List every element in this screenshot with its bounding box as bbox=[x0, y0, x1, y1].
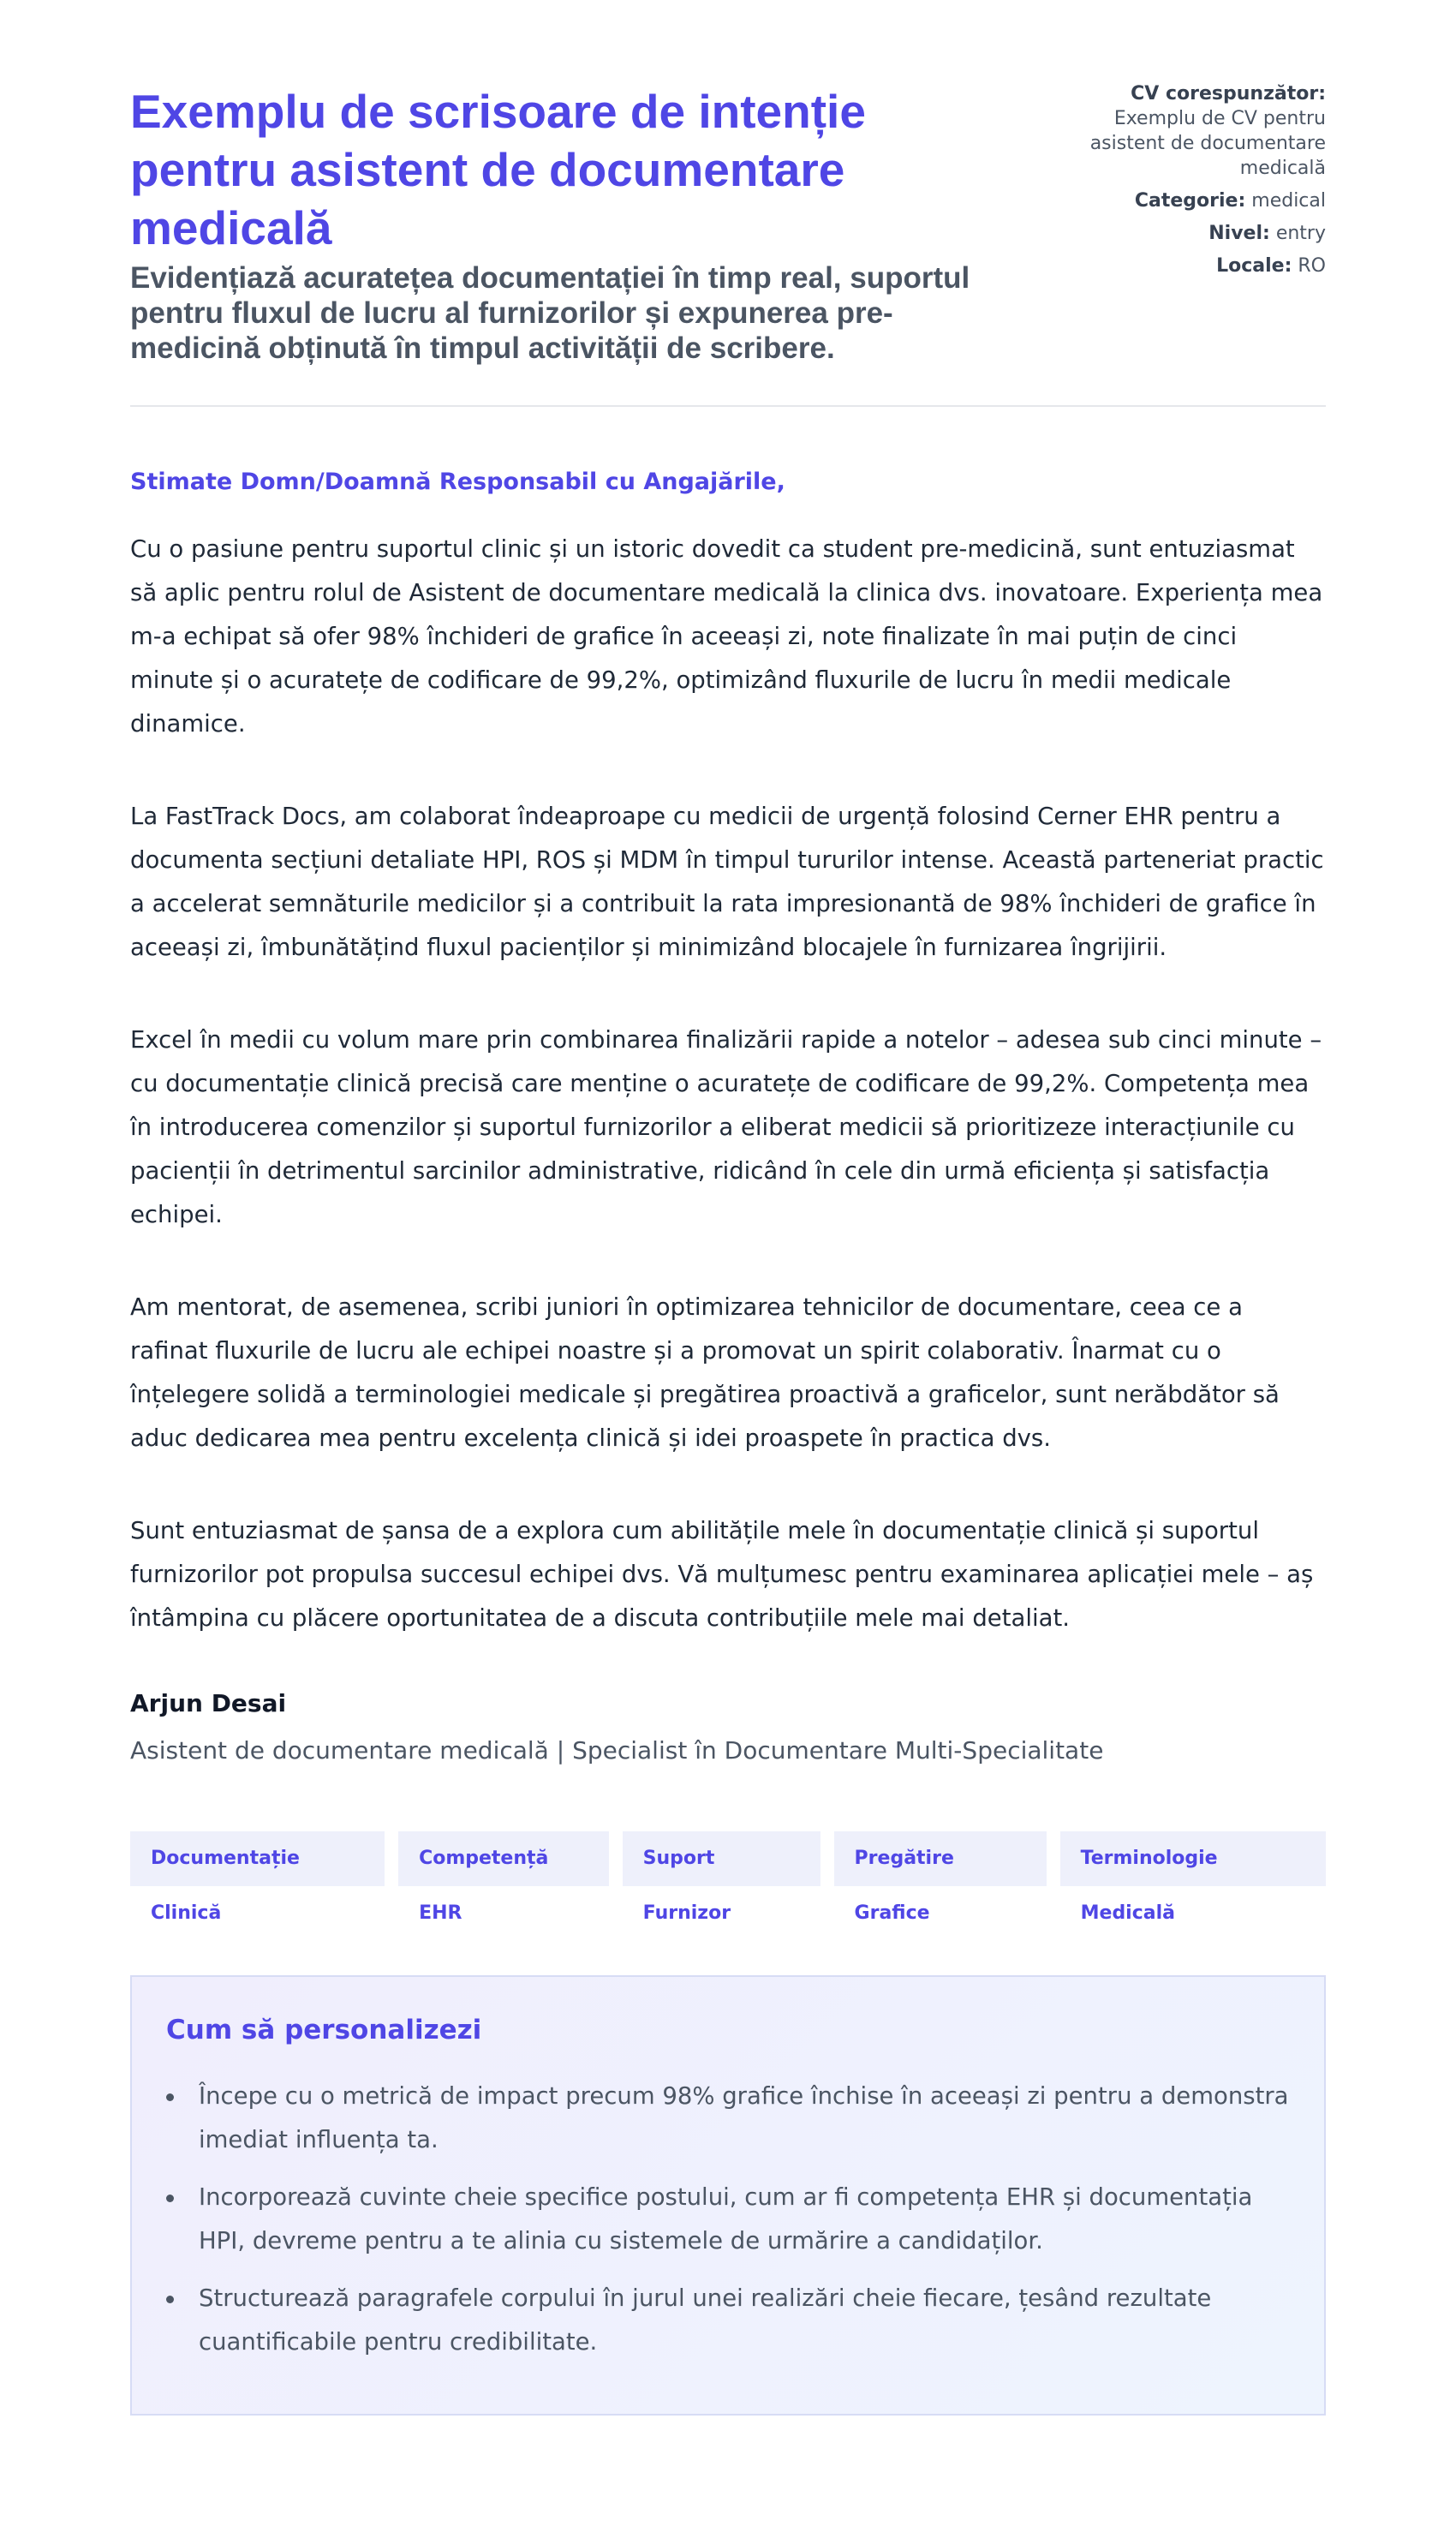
meta-locale-label: Locale: bbox=[1216, 255, 1292, 277]
tips-title: Cum să personalizezi bbox=[166, 2015, 482, 2045]
letter-paragraph: Excel în medii cu volum mare prin combinarea finalizării rapide a notelor – adesea sub cinci minute – cu documentație clinică precisă care menține o acuratețe de codificare de 99,2%. Competența mea în introducerea comenzilor și suportul furnizorilor a eliberat medicii să prioritizeze interacțiunile cu pacienții în detrimentul sarcinilor administrative, ridicând în cele din urmă eficiența și satisfacția echipei. bbox=[130, 1026, 1322, 1228]
letter-body bbox=[130, 528, 1326, 1640]
tips-list bbox=[166, 2075, 1290, 2364]
page-header bbox=[130, 82, 1326, 366]
letter-paragraph: La FastTrack Docs, am colaborat îndeaproape cu medicii de urgență folosind Cerner EHR pentru a documenta secțiuni detaliate HPI, ROS și MDM în timpul tururilor intense. Această parteneriat practic a accelerat semnăturile medicilor și a contribuit la rata impresionantă de 98% închideri de grafice în aceeași zi, îmbunătățind fluxul pacienților și minimizând blocajele în furnizarea îngrijirii. bbox=[130, 803, 1324, 961]
signature-name: Arjun Desai bbox=[130, 1689, 287, 1717]
customization-tips-box bbox=[130, 1975, 1326, 2416]
skill-tag: Competență EHR bbox=[398, 1831, 609, 1886]
skill-tag: Terminologie Medicală bbox=[1060, 1831, 1326, 1886]
meta-category bbox=[1069, 189, 1326, 213]
meta-cv bbox=[1069, 82, 1326, 181]
meta-cv-link[interactable]: Exemplu de CV pentru asistent de documentare medicală bbox=[1089, 108, 1326, 179]
page-title: Exemplu de scrisoare de intenție pentru asistent de documentare medicală bbox=[130, 85, 866, 254]
signature-block bbox=[130, 1689, 1326, 1765]
skill-tag: Documentație Clinică bbox=[130, 1831, 385, 1886]
meta-locale bbox=[1069, 254, 1326, 278]
meta-cv-label: CV corespunzător: bbox=[1131, 83, 1326, 105]
skill-tag: Suport Furnizor bbox=[623, 1831, 820, 1886]
tips-list-item: Începe cu o metrică de impact precum 98% grafice închise în aceeași zi pentru a demonstra imediat influența ta. bbox=[166, 2075, 1290, 2162]
meta-level-value: entry bbox=[1275, 223, 1326, 244]
tips-list-item: Incorporează cuvinte cheie specifice postului, cum ar fi competența EHR și documentația HPI, devreme pentru a te alinia cu sistemele de urmărire a candidaților. bbox=[166, 2176, 1290, 2263]
meta-locale-value: RO bbox=[1298, 255, 1326, 277]
letter-salutation: Stimate Domn/Doamnă Responsabil cu Angajările, bbox=[130, 469, 785, 495]
meta-category-label: Categorie: bbox=[1134, 190, 1246, 212]
title-block bbox=[130, 82, 1021, 366]
metadata-panel bbox=[1069, 82, 1326, 287]
letter-paragraph: Cu o pasiune pentru suportul clinic și un istoric dovedit ca student pre-medicină, sunt entuziasmat să aplic pentru rolul de Asistent de documentare medicală la clinica dvs. inovatoare. Experiența mea m-a echipat să ofer 98% închideri de grafice în aceeași zi, note finalizate în mai puțin de cinci minute și o acuratețe de codificare de 99,2%, optimizând fluxurile de lucru în medii medicale dinamice. bbox=[130, 535, 1323, 738]
skill-tags bbox=[130, 1831, 1326, 1924]
meta-level-label: Nivel: bbox=[1208, 223, 1270, 244]
signature-role: Asistent de documentare medicală | Specialist în Documentare Multi-Specialitate bbox=[130, 1736, 1104, 1765]
skill-tag: Pregătire Grafice bbox=[834, 1831, 1047, 1886]
meta-category-value: medical bbox=[1251, 190, 1326, 212]
letter-paragraph: Sunt entuziasmat de șansa de a explora cum abilitățile mele în documentație clinică și suportul furnizorilor pot propulsa succesul echipei dvs. Vă mulțumesc pentru examinarea aplicației mele – aș întâmpina cu plăcere oportunitatea de a discuta contribuțiile mele mai detaliat. bbox=[130, 1517, 1314, 1632]
page-subtitle: Evidențiază acuratețea documentației în timp real, suportul pentru fluxul de lucru al furnizorilor și expunerea pre-medicină obținută în timpul activității de scribere. bbox=[130, 261, 970, 365]
letter-paragraph: Am mentorat, de asemenea, scribi juniori în optimizarea tehnicilor de documentare, ceea ce a rafinat fluxurile de lucru ale echipei noastre și a promovat un spirit colaborativ. Înarmat cu o înțelegere solidă a terminologiei medicale și pregătirea proactivă a graficelor, sunt nerăbdător să aduc dedicarea mea pentru excelența clinică și idei proaspete în practica dvs. bbox=[130, 1293, 1280, 1452]
tips-list-item: Structurează paragrafele corpului în jurul unei realizări cheie fiecare, țesând rezultate cuantificabile pentru credibilitate. bbox=[166, 2277, 1290, 2364]
header-divider bbox=[130, 405, 1326, 407]
meta-level bbox=[1069, 222, 1326, 246]
